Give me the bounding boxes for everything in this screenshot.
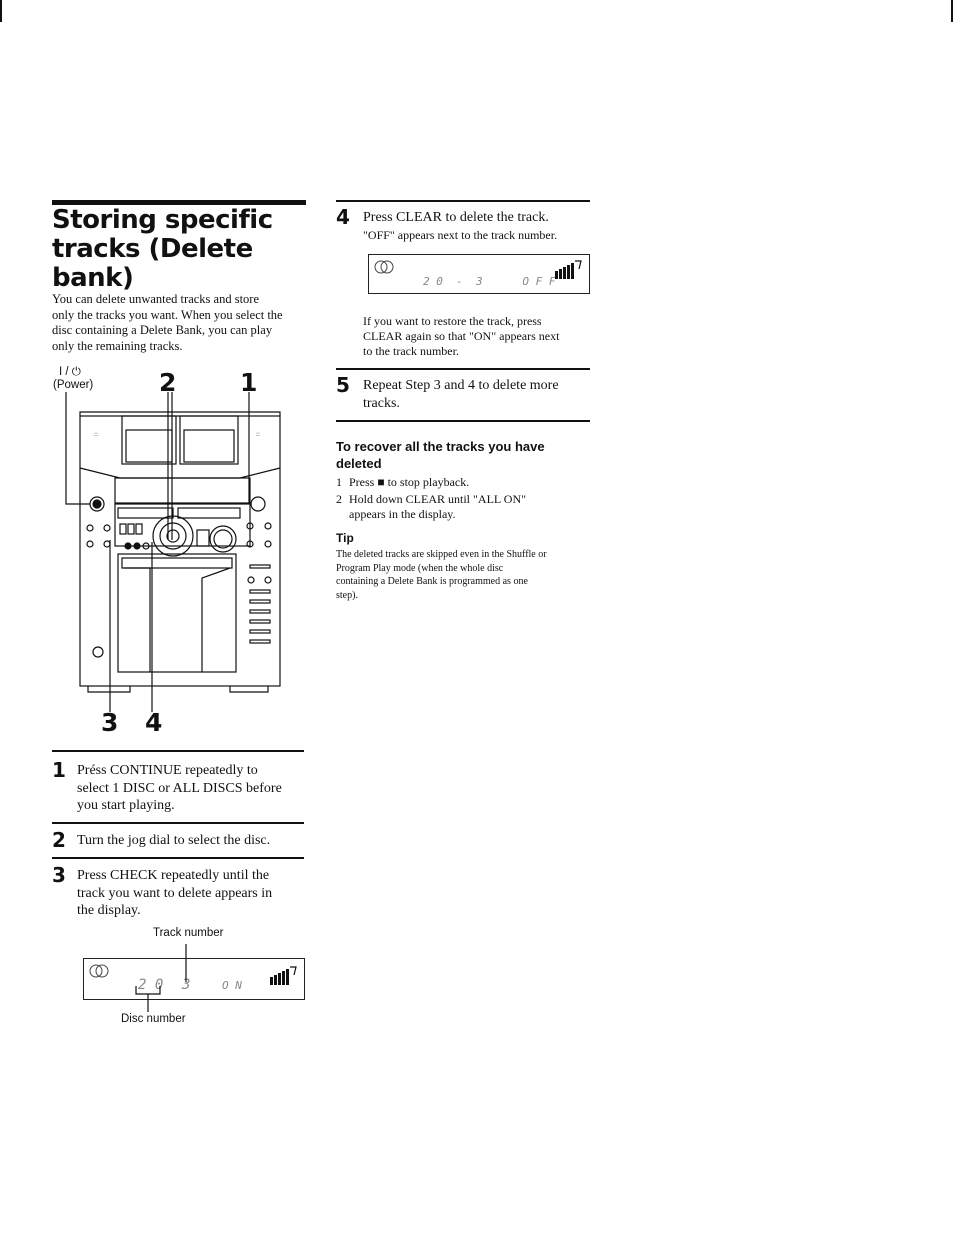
- step-5-rule: [336, 368, 590, 370]
- power-label: [53, 366, 93, 392]
- power-symbol: I / ⏻: [59, 366, 81, 378]
- step-4-subtext: "OFF" appears next to the track number.: [363, 228, 558, 242]
- step-1-rule: [52, 750, 304, 752]
- display-step4: [368, 254, 590, 294]
- track-number-label: Track number: [153, 927, 224, 939]
- step-2-rule: [52, 822, 304, 824]
- step-5-line: Repeat Step 3 and 4 to delete more: [363, 378, 559, 393]
- step-1-line: select 1 DISC or ALL DISCS before: [77, 780, 282, 796]
- step-1-line: Préss CONTINUE repeatedly to: [77, 763, 258, 778]
- display-step3-callouts: [100, 942, 200, 1022]
- disc-number-segments: 2 0: [138, 977, 164, 993]
- recover-heading: [336, 438, 596, 472]
- track-number-segments: 3: [182, 977, 191, 993]
- step-5-number: 5: [336, 373, 350, 397]
- disc-logo-icon: [373, 259, 395, 275]
- step-4-note: [363, 314, 603, 359]
- page-edge-left: [0, 0, 2, 22]
- recover-item-number: 1: [336, 475, 342, 489]
- status-segments: O N: [222, 979, 242, 992]
- step-1-number: 1: [52, 758, 66, 782]
- recover-item-1: [336, 475, 596, 490]
- step-4-note-line: CLEAR again so that "ON" appears next: [363, 329, 560, 343]
- tip-text: [336, 548, 598, 602]
- recover-heading-line: deleted: [336, 456, 382, 471]
- step-3-line: track you want to delete appears in: [77, 885, 273, 901]
- tip-line: Program Play mode (when the whole disc: [336, 562, 504, 574]
- step-3-line: the display.: [77, 903, 141, 918]
- step-5-text: [363, 377, 603, 412]
- intro-line: only the remaining tracks.: [52, 338, 183, 353]
- page-title-line-1: Storing specific: [52, 205, 273, 235]
- step-2-number: 2: [52, 828, 66, 852]
- step-5-line: tracks.: [363, 395, 400, 411]
- step-1-line: you start playing.: [77, 798, 175, 813]
- intro-line: You can delete unwanted tracks and store: [52, 292, 260, 306]
- recover-item-text: Press ■ to stop playback.: [349, 475, 470, 489]
- recover-item-text-cont: appears in the display.: [349, 507, 456, 521]
- power-text: (Power): [53, 379, 94, 391]
- step-4-text: Press CLEAR to delete the track.: [363, 210, 549, 225]
- tip-line: containing a Delete Bank is programmed as one: [336, 576, 528, 587]
- page-title: [52, 206, 312, 293]
- callout-4: 4: [145, 708, 163, 737]
- step-3-line: Press CHECK repeatedly until the: [77, 868, 270, 883]
- recover-item-text: Hold down CLEAR until "ALL ON": [349, 492, 527, 506]
- off-display-segments: 2 0 - 3 O F F: [423, 275, 556, 288]
- volume-meter-icon: [268, 965, 298, 987]
- tip-line: The deleted tracks are skipped even in the Shuffle or: [336, 549, 547, 560]
- recover-item-2: [336, 492, 596, 522]
- svg-text:::: ::: [94, 431, 99, 438]
- callout-3: 3: [101, 708, 119, 737]
- callout-2: 2: [159, 368, 177, 397]
- page-title-line-2: tracks (Delete bank): [52, 234, 253, 293]
- recover-item-number: 2: [336, 492, 342, 506]
- step-1-text: [77, 762, 307, 815]
- step-4-number: 4: [336, 205, 350, 229]
- tip-heading: Tip: [336, 531, 354, 545]
- intro-paragraph: [52, 292, 310, 354]
- step-3-rule: [52, 857, 304, 859]
- volume-meter-icon: [553, 259, 583, 281]
- step-5-bottom-rule: [336, 420, 590, 422]
- intro-line: disc containing a Delete Bank, you can play: [52, 323, 273, 337]
- step-4-note-line: If you want to restore the track, press: [363, 314, 542, 328]
- step-4-note-line: to the track number.: [363, 344, 459, 358]
- svg-text:::: ::: [256, 431, 261, 438]
- disc-number-label: Disc number: [121, 1013, 186, 1025]
- page-edge-right: [951, 0, 953, 22]
- recover-heading-line: To recover all the tracks you have: [336, 439, 545, 454]
- intro-line: only the tracks you want. When you select the: [52, 307, 283, 322]
- step-2-text: Turn the jog dial to select the disc.: [77, 833, 271, 848]
- step-3-number: 3: [52, 863, 66, 887]
- step-4-rule: [336, 200, 590, 202]
- callout-1: 1: [240, 368, 258, 397]
- stereo-diagram: [60, 392, 310, 714]
- tip-line: step).: [336, 589, 358, 601]
- step-3-text: [77, 867, 307, 920]
